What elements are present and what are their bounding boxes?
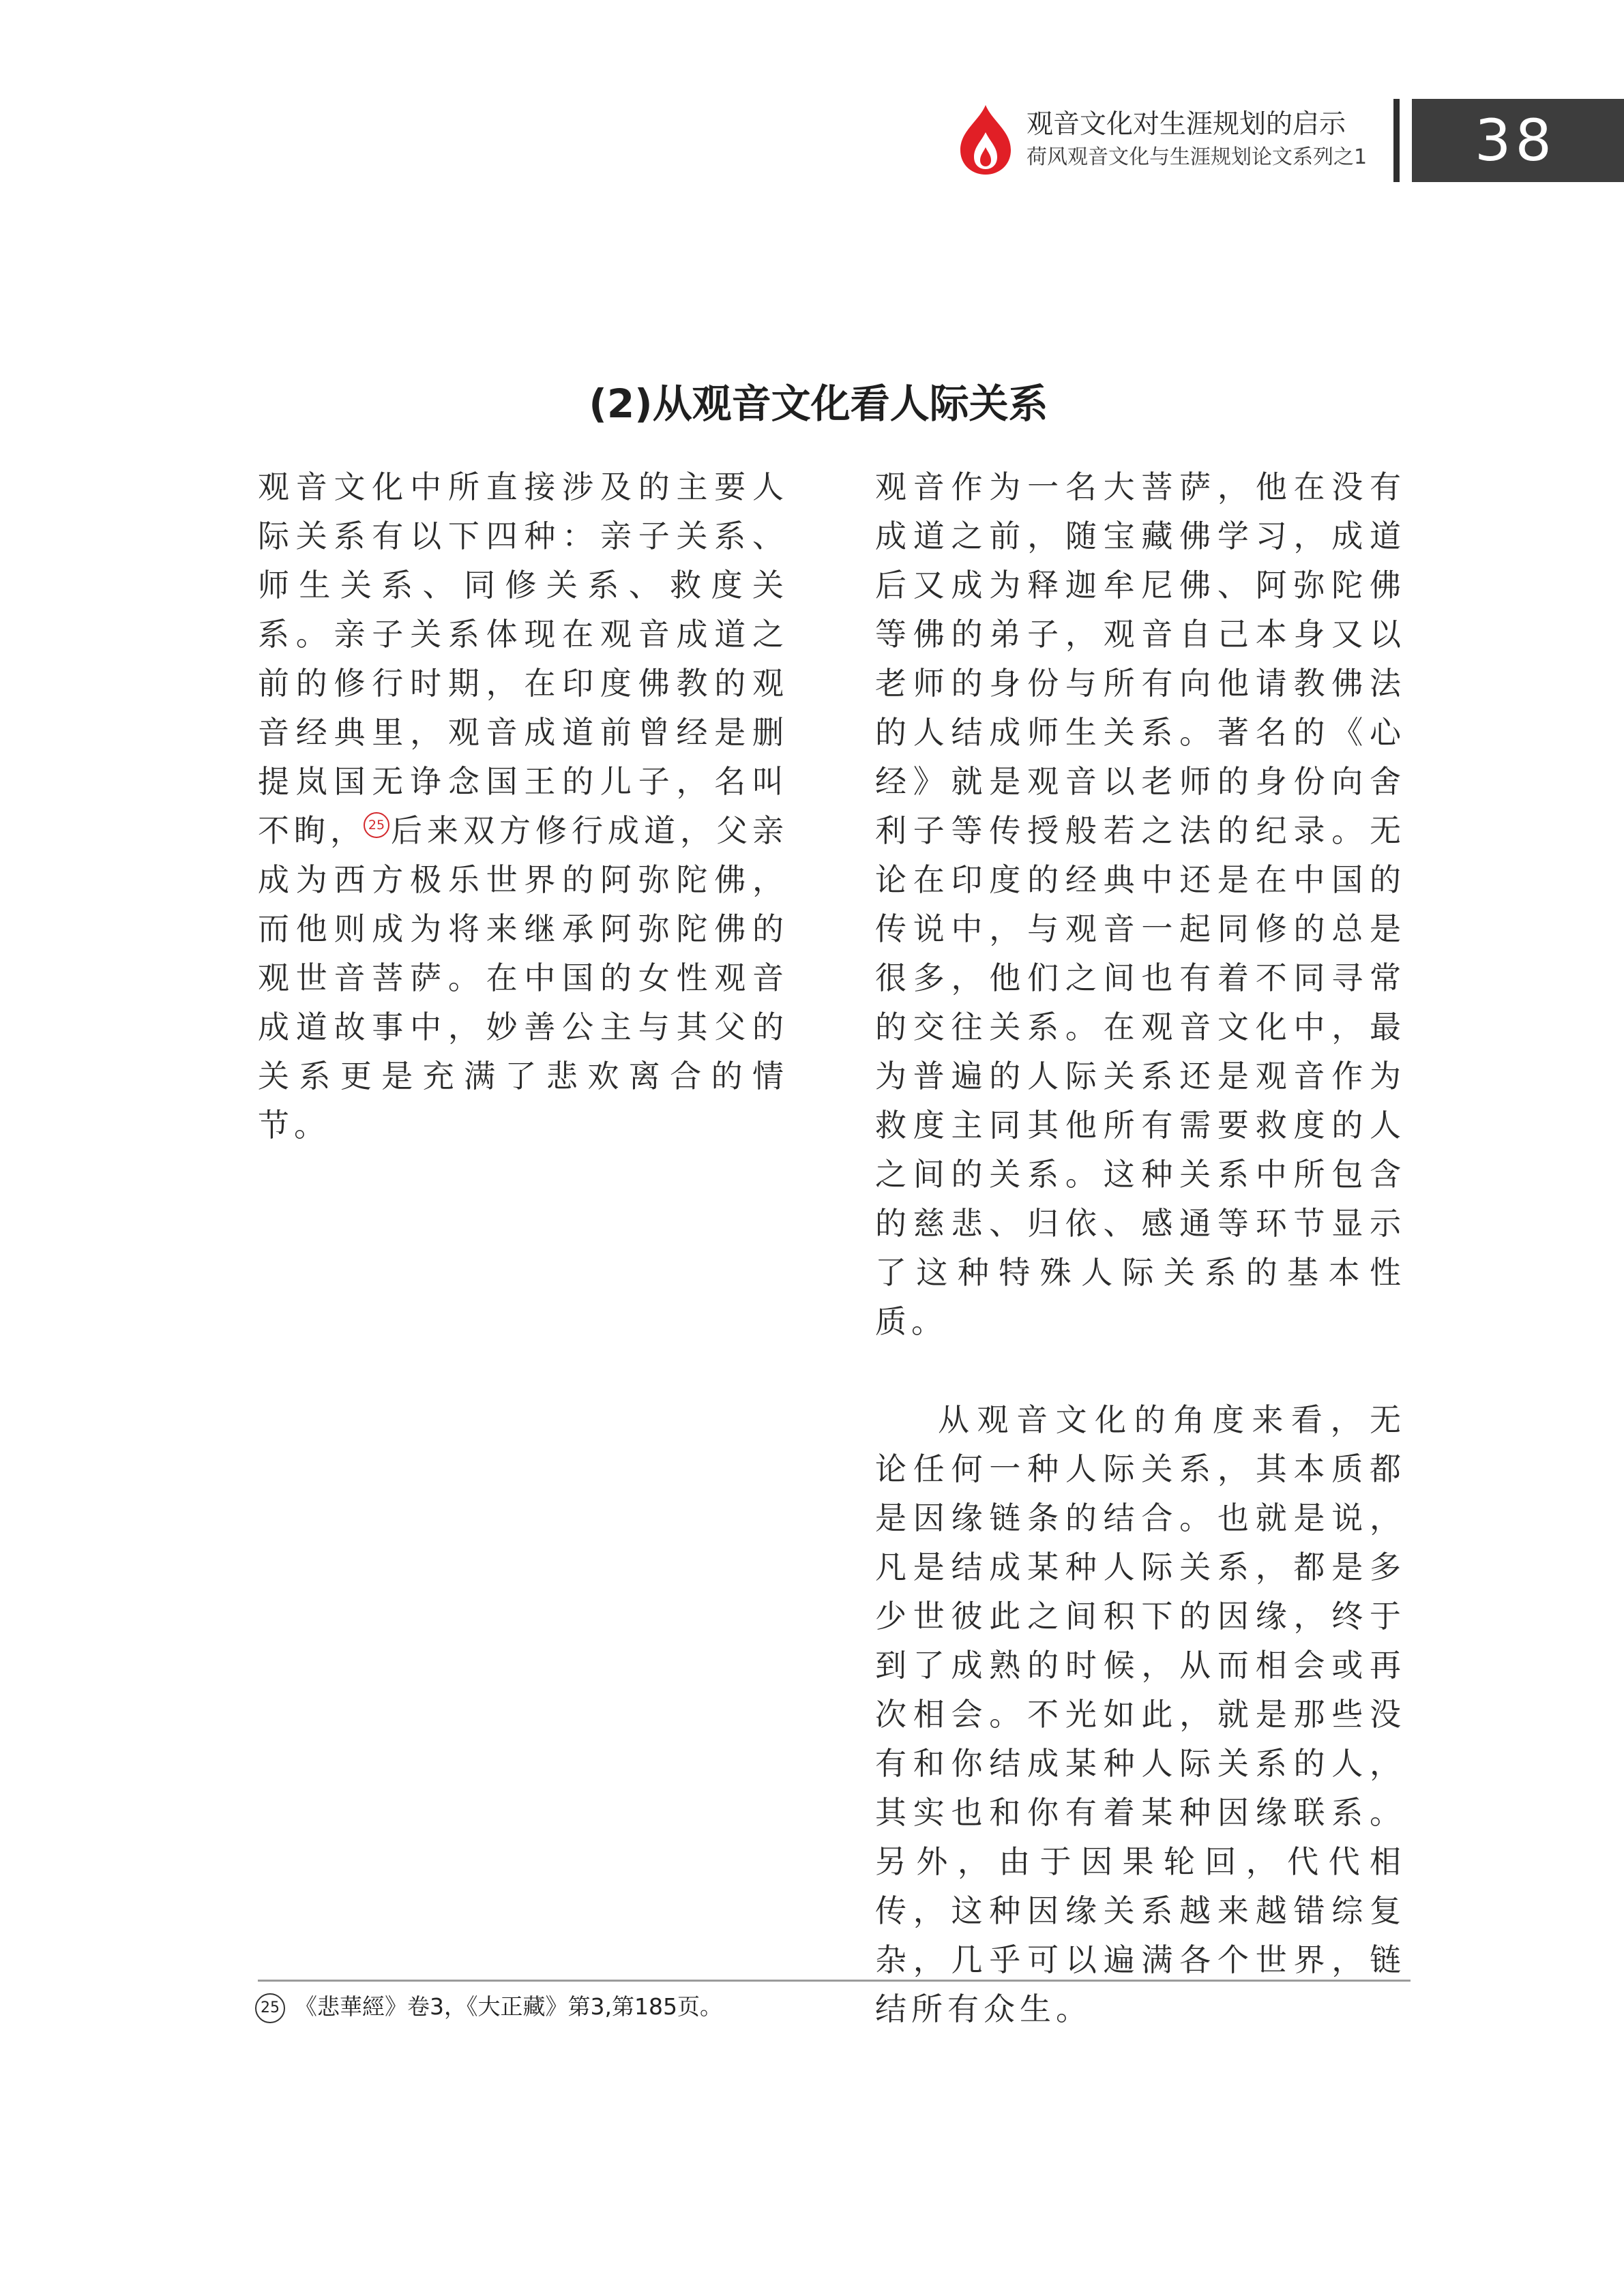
body-column-right	[875, 462, 1406, 2033]
series-subtitle: 荷风观音文化与生涯规划论文系列之1	[1027, 145, 1368, 169]
footnote-number-marker: 25	[255, 1993, 285, 2023]
footnote-divider	[258, 1980, 1411, 1982]
paragraph	[258, 462, 788, 1150]
paragraph-text: 后来双方修行成道，父亲成为西方极乐世界的阿弥陀佛，而他则成为将来继承阿弥陀佛的观世音菩萨。在中国的女性观音成道故事中，妙善公主与其父的关系更是充满了悲欢离合的情节。	[258, 812, 788, 1144]
paragraph: 观音作为一名大菩萨，他在没有成道之前，随宝藏佛学习，成道后又成为释迦牟尼佛、阿弥陀佛等佛的弟子，观音自己本身又以老师的身份与所有向他请教佛法的人结成师生关系。著名的《心经》就是观音以老师的身份向舍利子等传授般若之法的纪录。无论在印度的经典中还是在中国的传说中，与观音一起同修的总是很多，他们之间也有着不同寻常的交往关系。在观音文化中，最为普遍的人际关系还是观音作为救度主同其他所有需要救度的人之间的关系。这种关系中所包含的慈悲、归依、感通等环节显示了这种特殊人际关系的基本性质。	[875, 468, 1406, 1340]
header-divider	[1393, 99, 1400, 182]
page-number: 38	[1412, 99, 1624, 182]
book-title: 观音文化对生涯规划的启示	[1027, 109, 1346, 140]
running-header	[1027, 108, 1381, 172]
section-heading: (2)从观音文化看人际关系	[589, 381, 1048, 427]
lotus-flame-logo-icon	[955, 102, 1016, 177]
footnote-text: 《悲華經》卷3，《大正藏》第3,第185页。	[295, 1993, 722, 2020]
footnote-reference-marker[interactable]: 25	[364, 812, 389, 838]
paragraph-text: 观音文化中所直接涉及的主要人际关系有以下四种：亲子关系、师生关系、同修关系、救度关系。亲子关系体现在观音成道之前的修行时期，在印度佛教的观音经典里，观音成道前曾经是删提岚国无诤念国王的儿子，名叫不眴，	[258, 468, 788, 849]
footnote	[255, 1990, 1210, 2024]
body-column-left	[258, 462, 788, 1150]
paragraph: 从观音文化的角度来看，无论任何一种人际关系，其本质都是因缘链条的结合。也就是说，凡是结成某种人际关系，都是多少世彼此之间积下的因缘，终于到了成熟的时候，从而相会或再次相会。不光如此，就是那些没有和你结成某种人际关系的人，其实也和你有着某种因缘联系。另外，由于因果轮回，代代相传，这种因缘关系越来越错综复杂，几乎可以遍满各个世界，链结所有众生。	[875, 1401, 1406, 2027]
